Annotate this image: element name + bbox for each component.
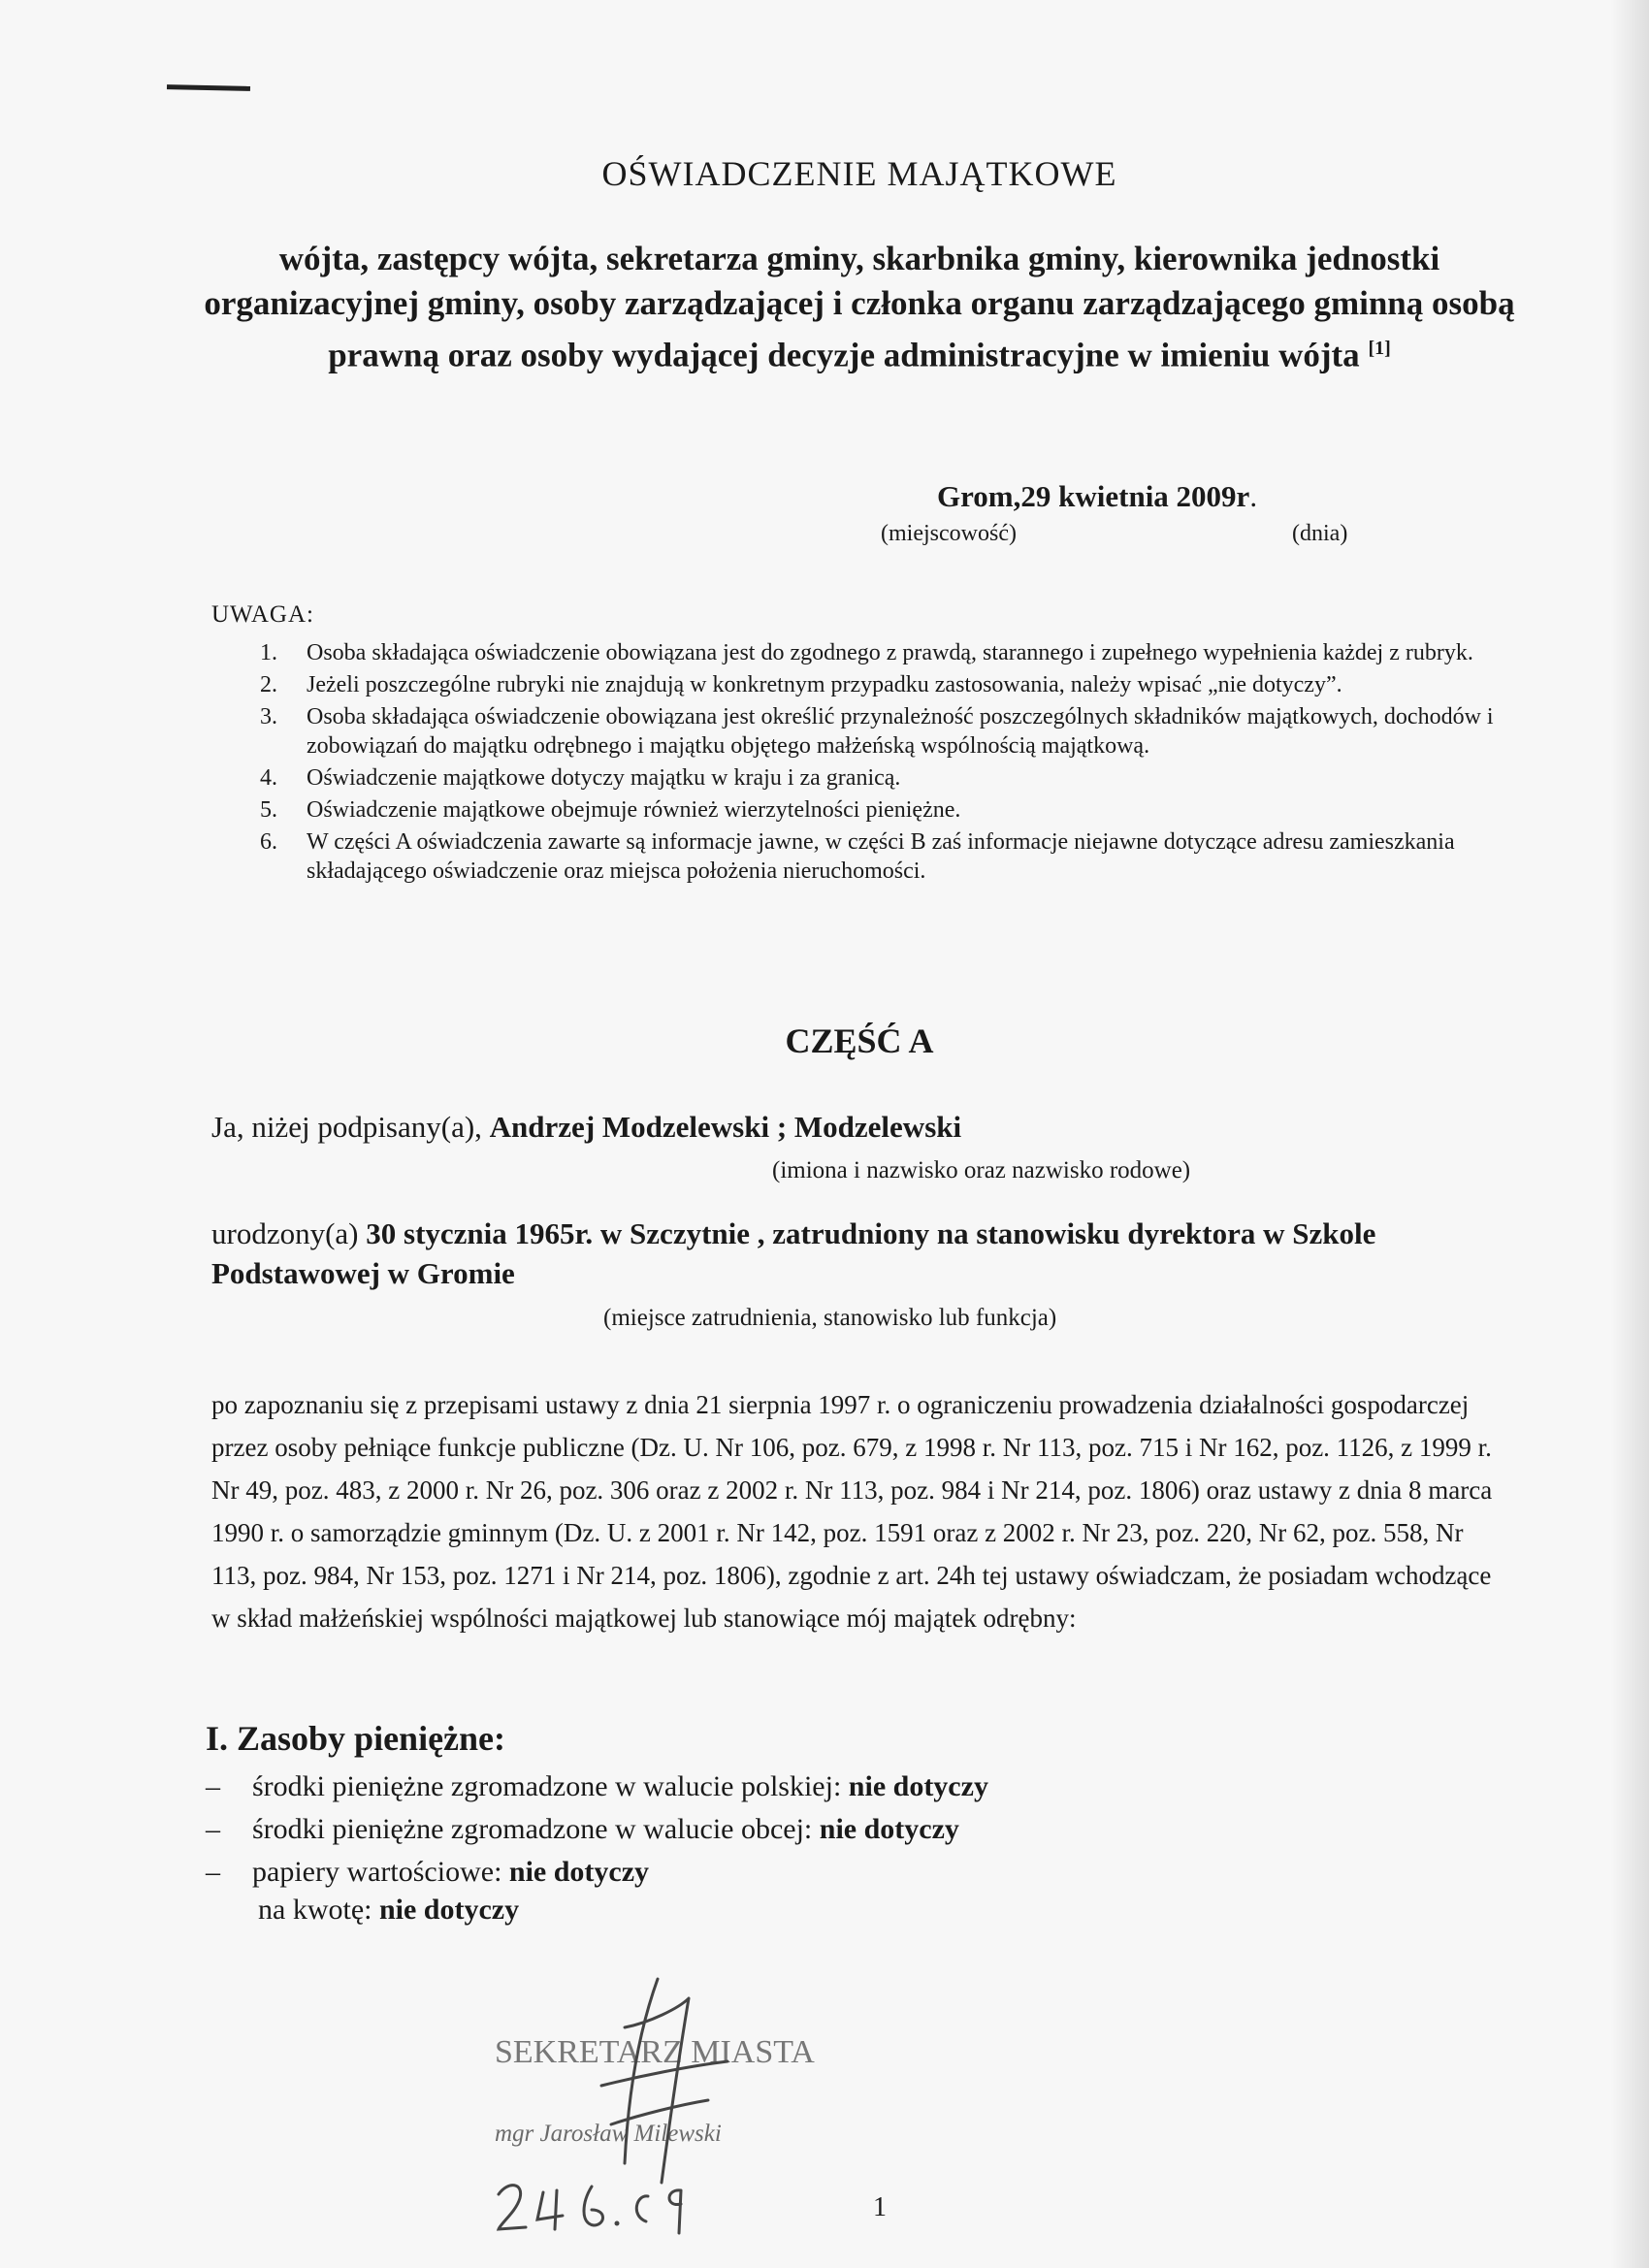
handwritten-date [495,2173,718,2241]
footnote-ref: [1] [1368,338,1391,359]
place-date-text: Grom,29 kwietnia 2009r [937,479,1250,513]
note-number: 5. [260,797,277,823]
note-number: 3. [260,704,277,729]
note-text: W części A oświadczenia zawarte są informacje jawne, w części B zaś informacje niejawne dotyczące adresu zamieszkania składającego oświadczenie oraz miejsca położenia nieruchomości. [307,829,1455,884]
resource-item [206,1851,1370,1894]
birth-employment-line [211,1214,1531,1293]
note-number: 2. [260,672,277,697]
declarant-name-line [211,1110,961,1145]
notes-list [254,638,1536,889]
note-item [254,638,1536,667]
declarant-name: Andrzej Modzelewski ; Modzelewski [489,1110,962,1144]
employment-caption: (miejsce zatrudnienia, stanowisko lub funkcja) [603,1305,1057,1331]
resource-value: nie dotyczy [819,1813,959,1845]
note-text: Oświadczenie majątkowe obejmuje również wierzytelności pieniężne. [307,797,961,823]
born-prefix: urodzony(a) [211,1216,367,1250]
amount-value: nie dotyczy [378,1894,520,1926]
name-caption: (imiona i nazwisko oraz nazwisko rodowe) [772,1157,1191,1183]
resource-value: nie dotyczy [848,1770,988,1802]
scan-edge-shadow [1610,0,1649,2268]
note-text: Osoba składająca oświadczenie obowiązana jest do zgodnego z prawdą, starannego i zupełnego wypełnienia każdej z rubryk. [307,640,1473,665]
dash-bullet: – [206,1856,220,1888]
date-label: (dnia) [1292,521,1348,546]
section-a-heading: CZĘŚĆ A [785,1021,934,1060]
note-number: 4. [260,765,277,791]
stamp-title: SEKRETARZ MIASTA [495,2034,815,2070]
note-text: Oświadczenie majątkowe dotyczy majątku w kraju i za granicą. [307,765,901,791]
born-value: 30 stycznia 1965r. w Szczytnie , zatrudniony na stanowisku dyrektora w Szkole Podstawowej w Gromie [211,1216,1376,1290]
note-item [254,702,1536,761]
dash-bullet: – [206,1813,220,1845]
resource-item [206,1766,1370,1808]
resource-label: środki pieniężne zgromadzone w walucie obcej: [252,1813,820,1845]
note-number: 1. [260,640,277,665]
cash-resources-list [206,1766,1370,1894]
resource-label: środki pieniężne zgromadzone w walucie polskiej: [252,1770,849,1802]
cash-resources-heading: I. Zasoby pieniężne: [206,1719,506,1758]
notes-heading: UWAGA: [211,601,314,628]
note-item [254,670,1536,699]
intro-text: Ja, niżej podpisany(a), [211,1110,490,1144]
resource-value: nie dotyczy [508,1856,650,1888]
note-item [254,827,1536,886]
stamp-name: mgr Jarosław Milewski [495,2121,722,2147]
amount-line [258,1894,519,1927]
note-text: Jeżeli poszczególne rubryki nie znajdują w konkretnym przypadku zastosowania, należy wpisać „nie dotyczy”. [307,672,1342,697]
resource-item [206,1808,1370,1851]
note-text: Osoba składająca oświadczenie obowiązana jest określić przynależność poszczególnych składników majątkowych, dochodów i zobowiązań do majątku odrębnego i majątku objętego małżeńską wspólnością majątkową. [307,704,1494,759]
note-item [254,795,1536,825]
scan-corner-mark [167,84,250,91]
subtitle-text: wójta, zastępcy wójta, sekretarza gminy, skarbnika gminy, kierownika jednostki organizacyjnej gminy, osoby zarządzającej i członka organu zarządzającego gminną osobą prawną oraz osoby wydającej decyzje administracyjne w imieniu wójta [204,240,1515,374]
note-number: 6. [260,829,277,855]
note-item [254,763,1536,793]
legal-paragraph: po zapoznaniu się z przepisami ustawy z dnia 21 sierpnia 1997 r. o ograniczeniu prowadzenia działalności gospodarczej przez osoby pełniące funkcje publiczne (Dz. U. Nr 106, poz. 679, z 1998 r. Nr 113, poz. 715 i Nr 162, poz. 1126, z 1999 r. Nr 49, poz. 483, z 2000 r. Nr 26, poz. 306 oraz z 2002 r. Nr 113, poz. 984 i Nr 214, poz. 1806) oraz ustawy z dnia 8 marca 1990 r. o samorządzie gminnym (Dz. U. z 2001 r. Nr 142, poz. 1591 oraz z 2002 r. Nr 23, poz. 220, Nr 62, poz. 558, Nr 113, poz. 984, Nr 153, poz. 1271 i Nr 214, poz. 1806), zgodnie z art. 24h tej ustawy oświadczam, że posiadam wchodzące w skład małżeńskiej wspólności majątkowej lub stanowiące mój majątek odrębny: [211,1390,1493,1633]
amount-label: na kwotę: [258,1894,379,1926]
place-label: (miejscowość) [881,521,1017,546]
place-date-period: . [1249,479,1258,513]
dash-bullet: – [206,1770,220,1802]
document-title: OŚWIADCZENIE MAJĄTKOWE [601,154,1117,193]
handwritten-signature [543,1969,737,2192]
document-subtitle [194,237,1525,378]
place-date-value [937,479,1257,514]
page-number: 1 [873,2192,887,2222]
resource-label: papiery wartościowe: [252,1856,509,1888]
